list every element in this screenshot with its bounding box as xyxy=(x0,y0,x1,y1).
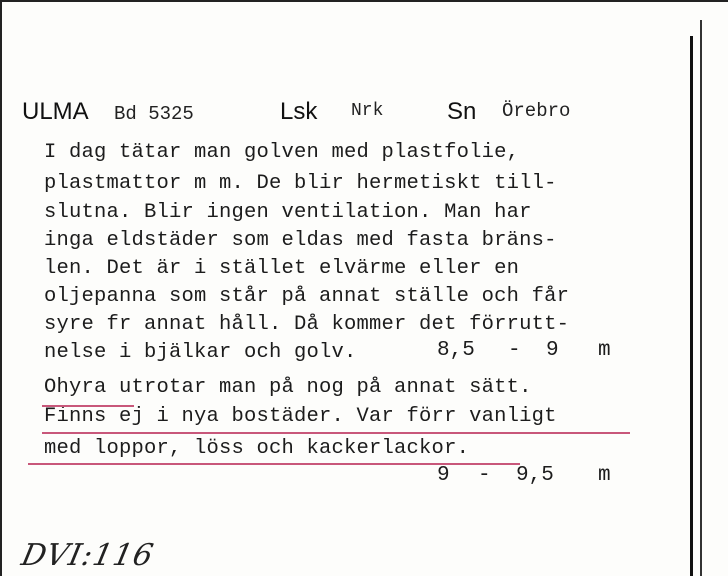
text-line: syre fr annat håll. Då kommer det förrutt- xyxy=(44,313,570,336)
text-line: oljepanna som står på annat ställe och får xyxy=(44,285,570,308)
underline-mark xyxy=(42,405,134,407)
sn-value: Örebro xyxy=(502,100,571,122)
text-line: nelse i bjälkar och golv. xyxy=(44,341,357,364)
card-left-edge xyxy=(0,0,2,576)
measure2-from: 9 xyxy=(437,464,450,487)
sn-label: Sn xyxy=(447,98,477,125)
measure1-from: 8,5 xyxy=(437,339,475,362)
lsk-value: Nrk xyxy=(351,101,384,121)
card-right-edge-outer xyxy=(700,20,702,576)
text-line: med loppor, löss och kackerlackor. xyxy=(44,437,470,460)
measure2-unit: m xyxy=(598,464,611,487)
measure1-unit: m xyxy=(598,339,611,362)
text-line: plastmattor m m. De blir hermetiskt till- xyxy=(44,172,557,195)
card-right-edge-inner xyxy=(690,36,693,576)
text-line: I dag tätar man golven med plastfolie, xyxy=(44,141,520,164)
underline-mark xyxy=(42,432,630,434)
handwritten-signature: DVI:116 xyxy=(18,538,158,573)
measure2-dash: - xyxy=(478,464,491,487)
lsk-label: Lsk xyxy=(280,98,318,125)
card-top-edge xyxy=(0,0,728,2)
bd-number: Bd 5325 xyxy=(114,103,194,125)
ulma-label: ULMA xyxy=(22,98,89,125)
text-line: len. Det är i stället elvärme eller en xyxy=(44,257,520,280)
text-line: slutna. Blir ingen ventilation. Man har xyxy=(44,201,532,224)
measure2-to: 9,5 xyxy=(516,464,554,487)
text-line: Ohyra utrotar man på nog på annat sätt. xyxy=(44,376,532,399)
text-line: Finns ej i nya bostäder. Var förr vanligt xyxy=(44,405,557,428)
text-line: inga eldstäder som eldas med fasta bräns- xyxy=(44,229,557,252)
measure1-to: 9 xyxy=(546,339,559,362)
measure1-dash: - xyxy=(508,339,521,362)
